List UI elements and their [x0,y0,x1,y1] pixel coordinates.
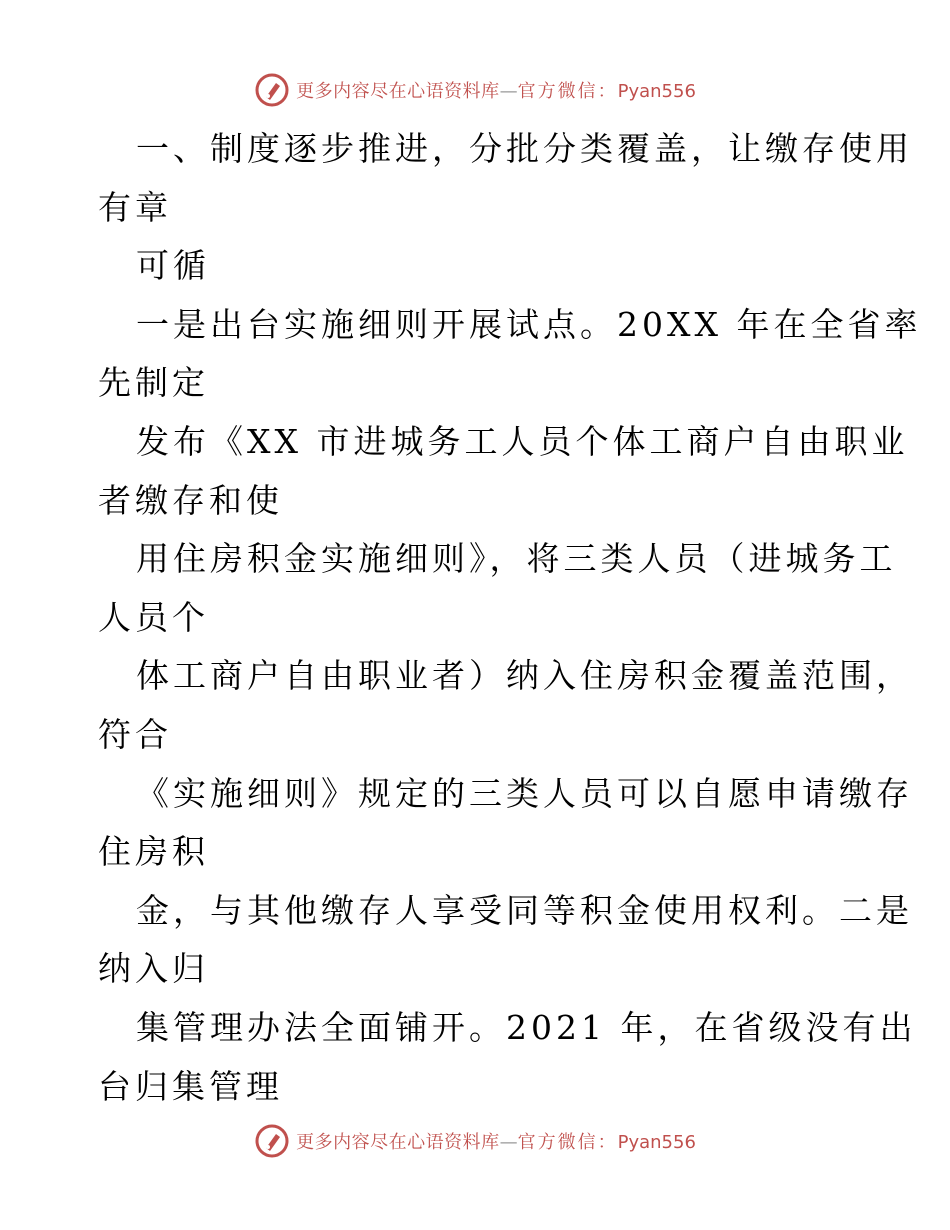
watermark-wechat-id: Pyan556 [617,81,696,102]
text-line: 人员个 [98,597,209,637]
watermark-separator: — [499,81,518,102]
text-line: 用住房积金实施细则》，将三类人员（进城务工 [136,539,897,579]
watermark-brand: 更多内容尽在心语资料库 [296,1132,500,1153]
text-line: 符合 [98,714,172,754]
text-line: 一、制度逐步推进，分批分类覆盖，让缴存使用 [136,129,913,168]
text-line: 者缴存和使 [98,480,283,520]
text-line: 可循 [136,246,210,286]
text-line: 先制定 [98,363,209,403]
text-line: 《实施细则》规定的三类人员可以自愿申请缴存 [136,773,913,813]
text-line: 体工商户自由职业者）纳入住房积金覆盖范围， [136,656,913,696]
watermark-text [296,77,696,103]
pen-circle-icon [254,1123,290,1159]
text-line: 发布《XX 市进城务工人员个体工商户自由职业 [136,421,909,461]
watermark-separator: — [499,1132,518,1153]
watermark-wechat-label: 官方微信： [517,1132,618,1153]
text-line: 台归集管理 [98,1066,283,1106]
header-watermark [0,72,950,108]
watermark-text [296,1128,696,1154]
watermark-wechat-label: 官方微信： [517,81,618,102]
text-line: 纳入归 [98,949,209,989]
text-line: 住房积 [98,832,209,872]
watermark-brand: 更多内容尽在心语资料库 [296,81,500,102]
text-line: 集管理办法全面铺开。2021 年，在省级没有出 [136,1007,917,1047]
text-line: 有章 [98,187,172,227]
text-line: 一是出台实施细则开展试点。20XX 年在全省率 [136,304,922,344]
text-line: 金，与其他缴存人享受同等积金使用权利。二是 [136,890,913,930]
footer-watermark [0,1123,950,1159]
document-body [98,120,922,1116]
pen-circle-icon [254,72,290,108]
watermark-wechat-id: Pyan556 [617,1132,696,1153]
